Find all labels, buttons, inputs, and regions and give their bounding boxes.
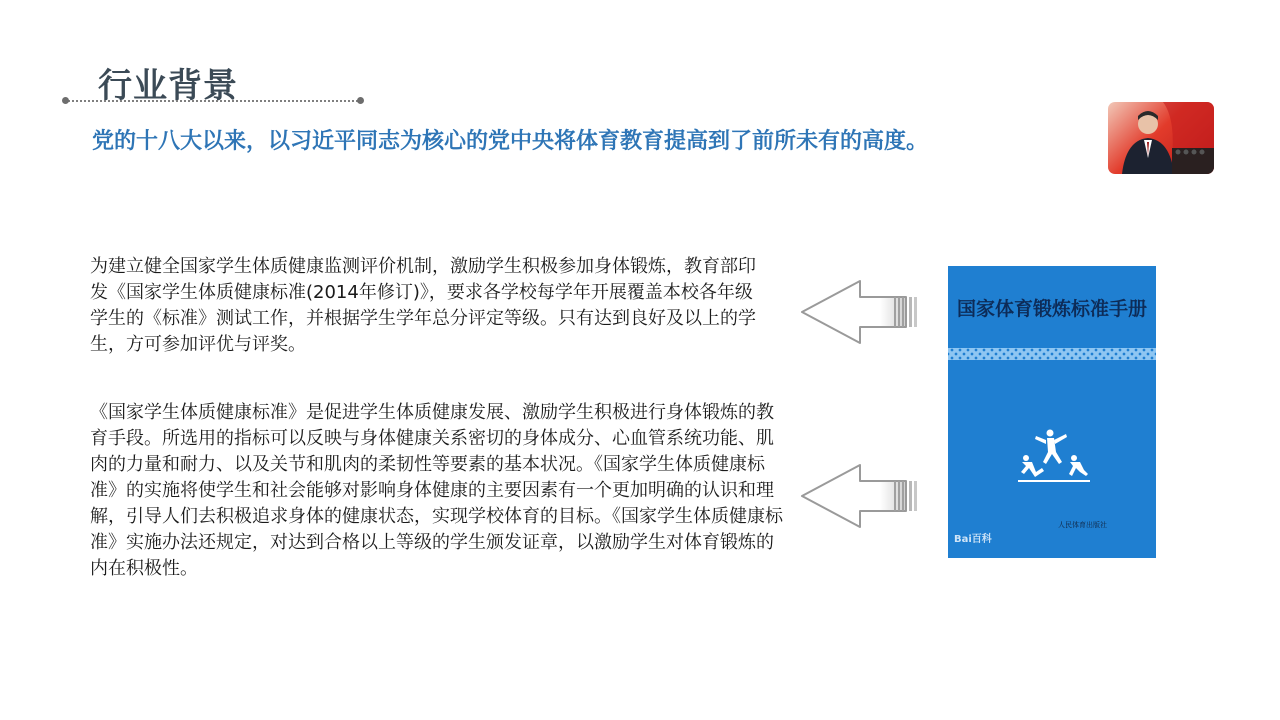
divider-dot-right [357,97,364,104]
page-title: 行业背景 [98,66,238,106]
book-pattern [948,348,1156,360]
paragraph-1: 为建立健全国家学生体质健康监测评价机制，激励学生积极参加身体锻炼，教育部印发《国家学生体质健康标准(2014年修订)》，要求各学校每学年开展覆盖本校各年级学生的《标准》测试工作，并根据学生学年总分评定等级。只有达到良好及以上的学生，方可参加评优与评奖。 [90,256,756,355]
paragraph-2: 《国家学生体质健康标准》是促进学生体质健康发展、激励学生积极进行身体锻炼的教育手段。所选用的指标可以反映与身体健康关系密切的身体成分、心血管系统功能、肌肉的力量和耐力、以及关节和肌肉的柔韧性等要素的基本状况。《国家学生体质健康标准》的实施将使学生和社会能够对影响身体健康的主要因素有一个更加明确的认识和理解，引导人们去积极追求身体的健康状态，实现学校体育的目标。《国家学生体质健康标准》实施办法还规定，对达到合格以上等级的学生颁发证章，以激励学生对体育锻炼的内在积极性。 [90,402,783,579]
athletes-emblem-icon [1016,428,1092,484]
portrait-image [1108,102,1214,174]
left-arrow-icon [800,279,920,345]
subtitle: 党的十八大以来，以习近平同志为核心的党中央将体育教育提高到了前所未有的高度。 [92,129,929,154]
book-watermark: Bai百科 [954,534,992,545]
book-title: 国家体育锻炼标准手册 [956,298,1147,320]
divider-dot-left [62,97,69,104]
book-cover-image [948,266,1156,558]
title-divider [65,100,361,102]
book-publisher: 人民体育出版社 [1058,521,1107,529]
left-arrow-icon [800,463,920,529]
